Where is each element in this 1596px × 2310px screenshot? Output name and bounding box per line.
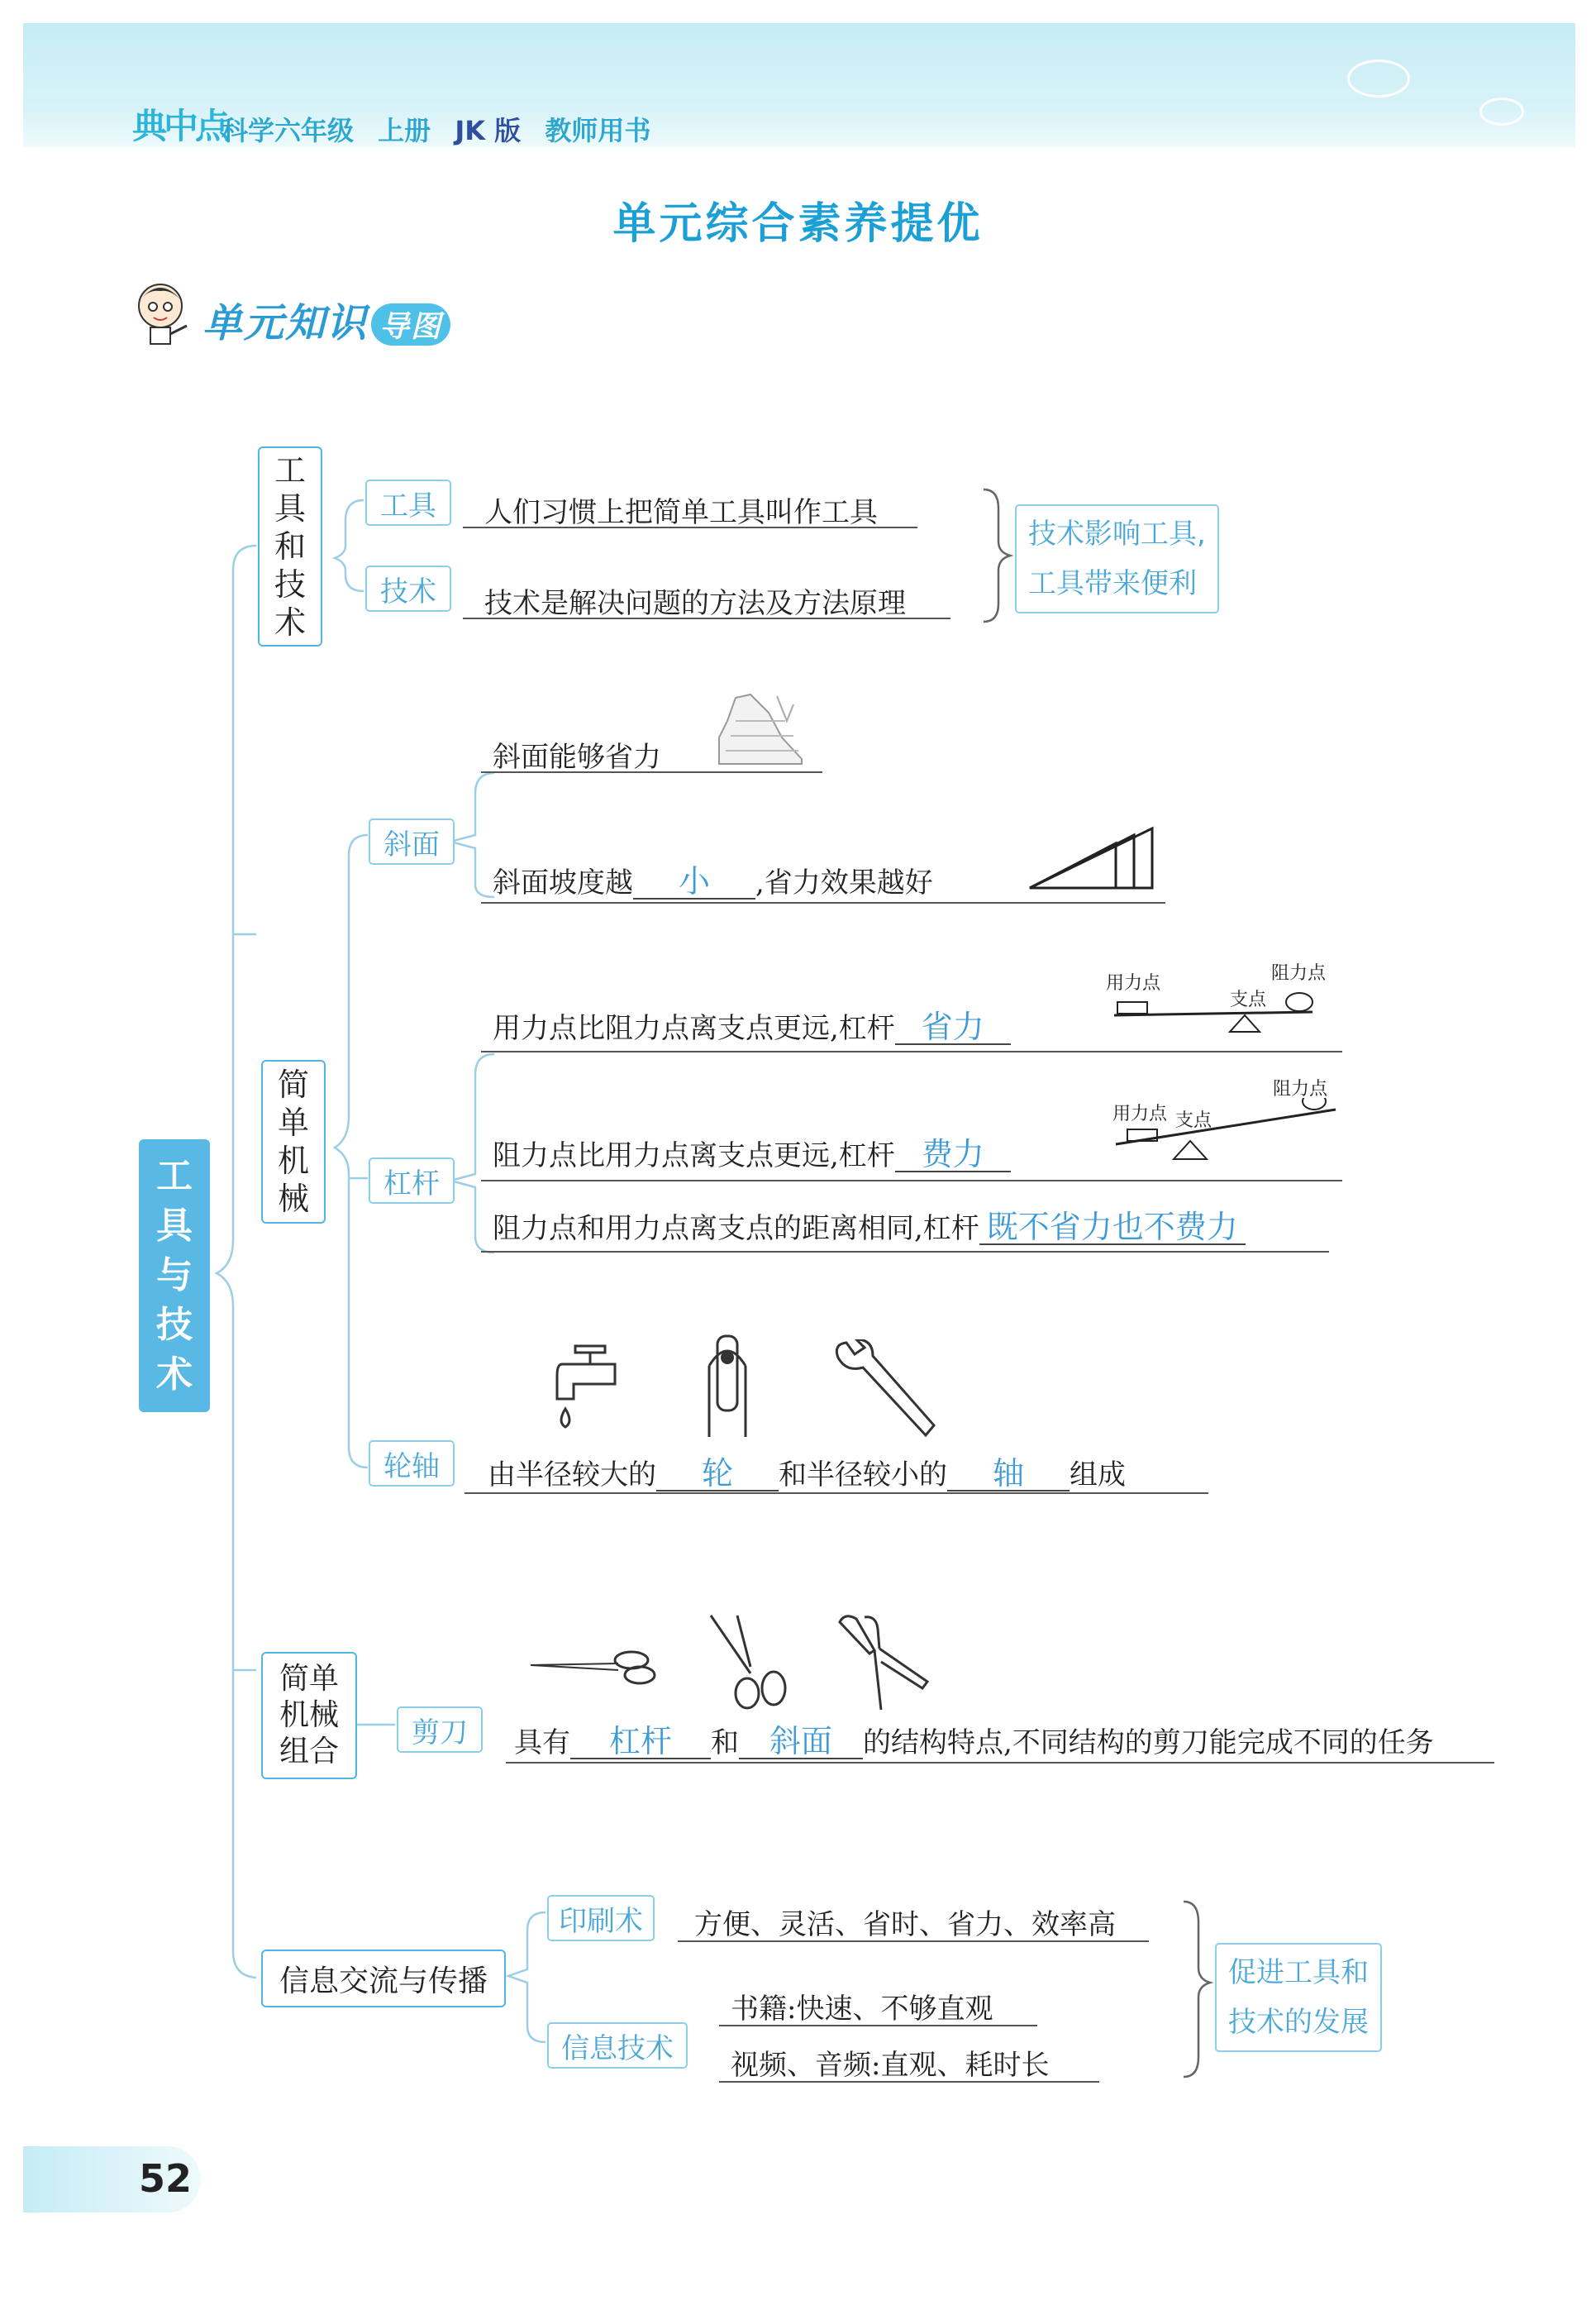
incline-line2-pre: 斜面坡度越	[493, 866, 633, 900]
lever-label-box: 杠杆	[369, 1157, 455, 1204]
wheel-axle-mid: 和半径较小的	[779, 1458, 947, 1491]
effort-point-label: 用力点	[1106, 973, 1161, 994]
branch-char: 械	[277, 1181, 309, 1217]
lever-line3-pre: 阻力点和用力点离支点的距离相同,杠杆	[493, 1212, 979, 1245]
lever-line1-pre: 用力点比阻力点离支点更远,杠杆	[493, 1012, 895, 1045]
root-char: 技	[156, 1304, 193, 1346]
lever-beam-icon	[1108, 1098, 1347, 1166]
wheel-axle-label-box: 轮轴	[369, 1440, 455, 1487]
tool-label-box: 工具	[365, 480, 451, 526]
staircase-ramp-icon	[711, 688, 810, 771]
faucet-icon	[545, 1339, 625, 1439]
incline-answer: 小	[633, 865, 755, 900]
root-node	[139, 1139, 210, 1412]
printing-text: 方便、灵活、省时、省力、效率高	[694, 1908, 1116, 1941]
branch-char: 单	[277, 1105, 309, 1141]
branch-char: 简	[277, 1067, 309, 1103]
lever-line3	[493, 1205, 1246, 1246]
branch-simple-machines	[261, 1060, 326, 1224]
scissors-mid: 和	[711, 1726, 739, 1759]
lever-diagram-2	[1108, 1075, 1347, 1166]
lever-diagram-1	[1106, 963, 1346, 1050]
section-heading-tag: 导图	[371, 303, 450, 346]
lever-answer-1: 省力	[895, 1010, 1011, 1045]
branch-char: 术	[274, 604, 306, 641]
lever-answer-3: 既不省力也不费力	[979, 1210, 1246, 1245]
infotech-label-box: 信息技术	[547, 2022, 688, 2069]
page-title: 单元综合素养提优	[612, 199, 984, 249]
wedge-inclines-icon	[1025, 823, 1157, 893]
branch-combination	[261, 1652, 357, 1779]
wheel-axle-line	[488, 1452, 1126, 1492]
summary-line: 促进工具和	[1228, 1956, 1369, 1989]
lever-line2	[493, 1133, 1011, 1173]
effort-point-label: 用力点	[1112, 1104, 1168, 1124]
root-char: 术	[156, 1353, 193, 1396]
lever-beam-icon	[1106, 992, 1346, 1050]
books-text: 书籍:快速、不够直观	[731, 1993, 993, 2026]
garden-shears-icon	[704, 1612, 795, 1715]
root-char: 与	[156, 1254, 193, 1296]
scissors-answer-2: 斜面	[739, 1725, 863, 1759]
root-char: 工	[156, 1155, 193, 1197]
branch-tools-tech	[258, 446, 322, 647]
branch-char: 和	[274, 528, 306, 565]
summary-line: 技术影响工具,	[1028, 518, 1206, 551]
branch-char: 工	[274, 452, 306, 489]
wheel-answer: 轮	[656, 1457, 779, 1491]
summary-line: 技术的发展	[1228, 2006, 1369, 2039]
summary-line: 工具带来便利	[1028, 567, 1197, 600]
root-char: 具	[156, 1205, 193, 1247]
fulcrum-label: 支点	[1175, 1110, 1212, 1131]
tech-label-box: 技术	[365, 566, 451, 612]
scissors-pre: 具有	[514, 1726, 570, 1759]
incline-line2-post: ,省力效果越好	[755, 866, 933, 900]
load-point-label: 阻力点	[1271, 963, 1327, 984]
media-text: 视频、音频:直观、耗时长	[731, 2049, 1050, 2082]
lever-line1	[493, 1005, 1011, 1046]
book-label: 教师用书	[545, 115, 651, 146]
tools-tech-summary	[1015, 504, 1219, 613]
branch-char: 技	[274, 566, 306, 603]
info-summary	[1215, 1943, 1382, 2052]
tool-definition-text: 人们习惯上把简单工具叫作工具	[484, 496, 878, 529]
wheel-axle-post: 组成	[1070, 1458, 1126, 1491]
wrench-icon	[827, 1339, 950, 1447]
branch-line: 组合	[279, 1735, 339, 1768]
branch-info: 信息交流与传播	[261, 1950, 506, 2007]
version-label: JK 版	[455, 115, 522, 146]
printing-label-box: 印刷术	[547, 1895, 655, 1941]
lever-line2-pre: 阻力点比用力点离支点更远,杠杆	[493, 1139, 895, 1172]
incline-line1: 斜面能够省力	[493, 741, 661, 774]
scissors-line	[514, 1720, 1434, 1760]
subject-label: 科学六年级	[222, 115, 355, 146]
section-heading-text: 单元知识	[202, 300, 369, 346]
branch-char: 具	[274, 490, 306, 527]
scissors-icon	[527, 1647, 660, 1688]
incline-line2	[493, 860, 933, 900]
scissors-answer-1: 杠杆	[570, 1725, 711, 1759]
pulley-icon	[694, 1333, 760, 1442]
branch-line: 机械	[279, 1698, 339, 1732]
load-point-label: 阻力点	[1273, 1079, 1328, 1100]
lever-answer-2: 费力	[895, 1138, 1011, 1172]
scissors-post: 的结构特点,不同结构的剪刀能完成不同的任务	[863, 1726, 1434, 1759]
branch-line: 简单	[279, 1662, 339, 1696]
brand-logo: 典中点	[132, 106, 227, 146]
fulcrum-label: 支点	[1230, 990, 1267, 1010]
page-number: 52	[139, 2156, 193, 2201]
axle-answer: 轴	[947, 1457, 1070, 1491]
volume-label: 上册	[378, 115, 431, 146]
incline-label-box: 斜面	[369, 819, 455, 865]
wheel-axle-pre: 由半径较大的	[488, 1458, 656, 1491]
branch-char: 机	[277, 1143, 309, 1179]
pruning-shears-icon	[831, 1612, 934, 1716]
scissors-label-box: 剪刀	[397, 1706, 483, 1753]
tech-definition-text: 技术是解决问题的方法及方法原理	[484, 587, 906, 620]
